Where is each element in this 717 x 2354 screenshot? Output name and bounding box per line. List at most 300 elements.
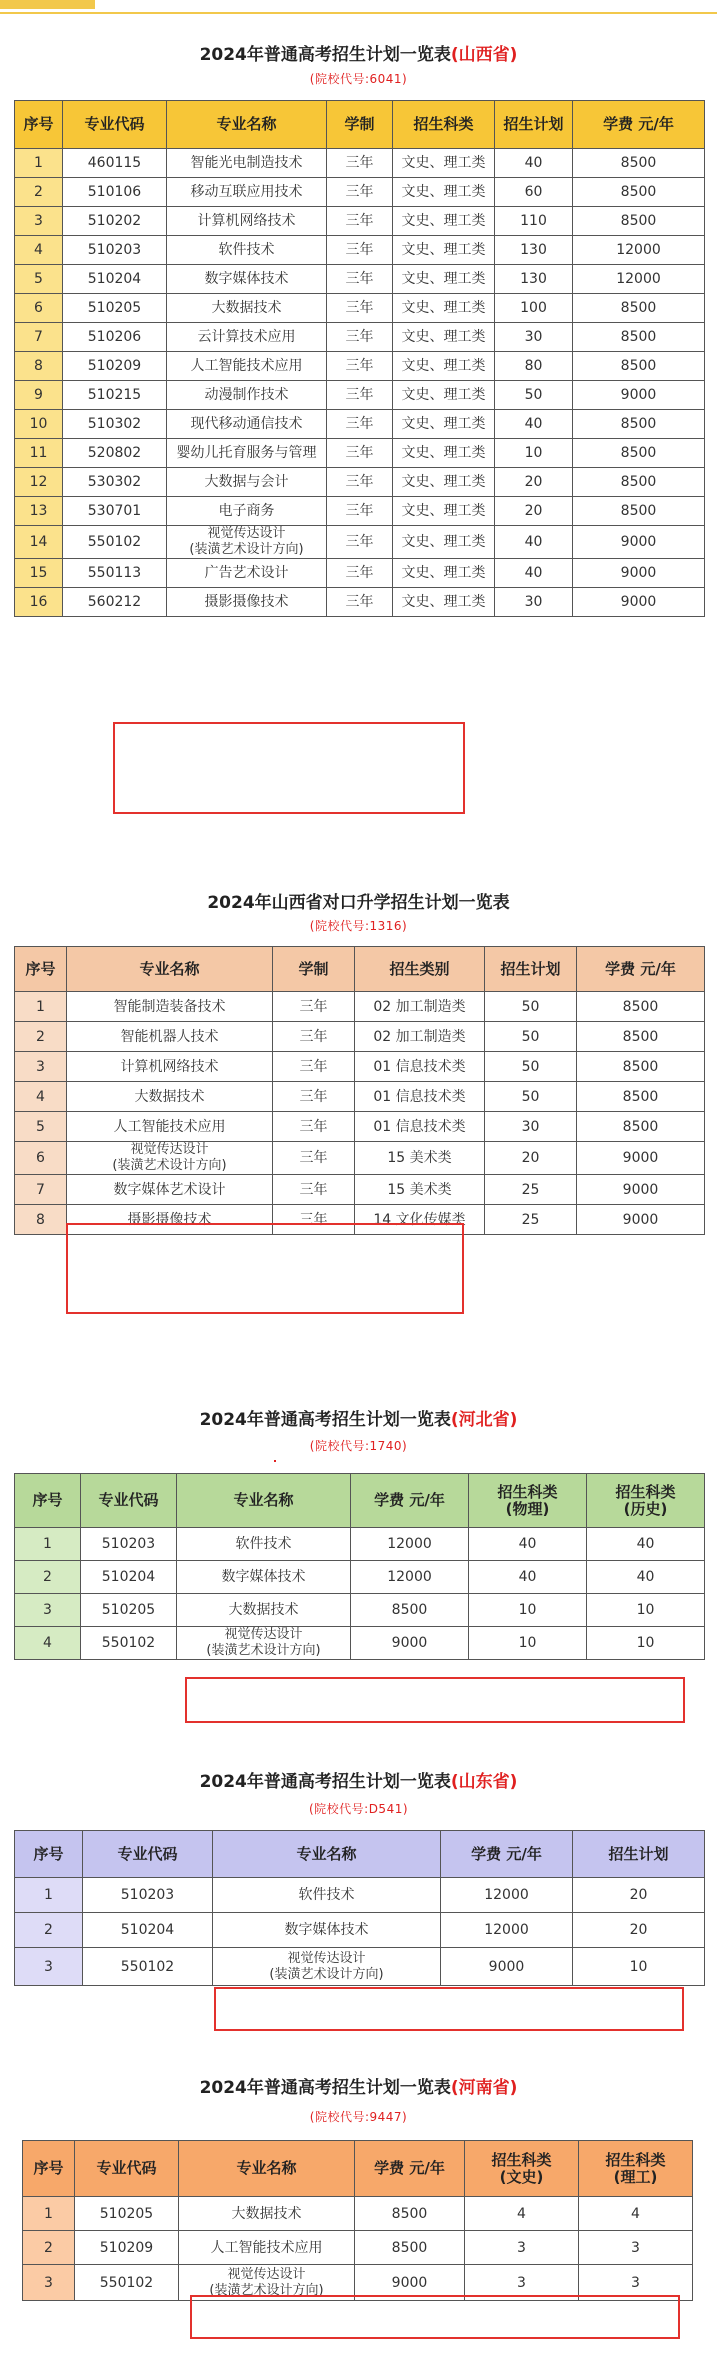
- table-cell: 14 文化传媒类: [355, 1205, 485, 1235]
- column-header: 招生计划: [573, 1831, 705, 1878]
- highlight-box-shanxi-vocational: [66, 1223, 464, 1314]
- highlight-box-shandong: [214, 1987, 684, 2031]
- table-cell: 510203: [63, 236, 167, 265]
- decorative-dot: [274, 1460, 276, 1462]
- highlight-box-hebei: [185, 1677, 685, 1723]
- section-title-shandong: 2024年普通高考招生计划一览表(山东省): [199, 1772, 518, 1792]
- table-cell: 530302: [63, 468, 167, 497]
- row-index-cell: 1: [23, 2197, 75, 2231]
- table-row: [15, 1022, 705, 1052]
- table-cell: 4: [579, 2197, 693, 2231]
- column-header: 招生科类 (理工): [579, 2141, 693, 2197]
- table-row: [15, 207, 705, 236]
- plan-table-henan: [22, 2140, 693, 2301]
- table-cell: 12000: [573, 236, 705, 265]
- table-row: [15, 1594, 705, 1627]
- section-title-shanxi: 2024年普通高考招生计划一览表(山西省): [199, 45, 518, 65]
- row-index-cell: 2: [15, 1561, 81, 1594]
- table-cell: 9000: [441, 1948, 573, 1986]
- table-cell: 8500: [573, 410, 705, 439]
- table-cell: 文史、理工类: [393, 410, 495, 439]
- table-cell: 三年: [327, 323, 393, 352]
- table-cell: 文史、理工类: [393, 526, 495, 559]
- row-index-cell: 6: [15, 294, 63, 323]
- row-index-cell: 8: [15, 352, 63, 381]
- column-header: 专业名称: [177, 1474, 351, 1528]
- table-cell: 510204: [63, 265, 167, 294]
- top-decoration: [0, 0, 717, 14]
- row-index-cell: 12: [15, 468, 63, 497]
- column-header: 学费 元/年: [441, 1831, 573, 1878]
- table-cell: 550102: [81, 1627, 177, 1660]
- table-cell: 三年: [273, 1175, 355, 1205]
- table-cell: 510205: [75, 2197, 179, 2231]
- table-cell: 9000: [577, 1142, 705, 1175]
- table-cell: 3: [465, 2231, 579, 2265]
- table-cell: 三年: [327, 381, 393, 410]
- row-index-cell: 13: [15, 497, 63, 526]
- column-header: 学制: [327, 101, 393, 149]
- table-cell: 02 加工制造类: [355, 992, 485, 1022]
- table-cell: 40: [495, 559, 573, 588]
- table-cell: 50: [485, 992, 577, 1022]
- table-cell: 40: [587, 1561, 705, 1594]
- table-cell: 8500: [573, 439, 705, 468]
- table-cell: 摄影摄像技术: [67, 1205, 273, 1235]
- table-cell: 三年: [273, 1205, 355, 1235]
- column-header: 招生计划: [495, 101, 573, 149]
- table-cell: 人工智能技术应用: [167, 352, 327, 381]
- column-header: 招生类别: [355, 947, 485, 992]
- table-cell: 文史、理工类: [393, 178, 495, 207]
- table-cell: 软件技术: [177, 1528, 351, 1561]
- table-row: [15, 323, 705, 352]
- table-cell: 520802: [63, 439, 167, 468]
- column-header: 专业名称: [213, 1831, 441, 1878]
- row-index-cell: 4: [15, 236, 63, 265]
- table-cell: 510106: [63, 178, 167, 207]
- column-header: 学费 元/年: [355, 2141, 465, 2197]
- section-title-henan: 2024年普通高考招生计划一览表(河南省): [199, 2078, 518, 2098]
- table-cell: 12000: [441, 1913, 573, 1948]
- table-cell: 计算机网络技术: [67, 1052, 273, 1082]
- table-row: [15, 1528, 705, 1561]
- row-index-cell: 1: [15, 1878, 83, 1913]
- table-cell: 8500: [577, 1112, 705, 1142]
- row-index-cell: 14: [15, 526, 63, 559]
- table-cell: 文史、理工类: [393, 265, 495, 294]
- table-cell: 50: [485, 1082, 577, 1112]
- table-cell: 视觉传达设计 (装潢艺术设计方向): [167, 526, 327, 559]
- table-cell: 文史、理工类: [393, 497, 495, 526]
- table-cell: 50: [485, 1052, 577, 1082]
- table-cell: 三年: [327, 207, 393, 236]
- table-cell: 510205: [63, 294, 167, 323]
- table-cell: 婴幼儿托育服务与管理: [167, 439, 327, 468]
- column-header: 学费 元/年: [577, 947, 705, 992]
- table-cell: 8500: [573, 149, 705, 178]
- top-accent-bar: [0, 0, 95, 9]
- column-header: 招生计划: [485, 947, 577, 992]
- row-index-cell: 3: [15, 207, 63, 236]
- table-cell: 10: [495, 439, 573, 468]
- table-cell: 文史、理工类: [393, 588, 495, 617]
- table-row: [15, 439, 705, 468]
- table-cell: 文史、理工类: [393, 294, 495, 323]
- table-cell: 80: [495, 352, 573, 381]
- table-cell: 9000: [577, 1175, 705, 1205]
- section-title-hebei: 2024年普通高考招生计划一览表(河北省): [199, 1410, 518, 1430]
- table-cell: 三年: [327, 559, 393, 588]
- table-cell: 8500: [573, 497, 705, 526]
- table-row: [15, 1175, 705, 1205]
- table-cell: 三年: [327, 468, 393, 497]
- table-cell: 9000: [355, 2265, 465, 2301]
- table-cell: 大数据与会计: [167, 468, 327, 497]
- row-index-cell: 15: [15, 559, 63, 588]
- table-cell: 8500: [355, 2197, 465, 2231]
- top-divider-line: [0, 12, 717, 14]
- table-cell: 数字媒体技术: [177, 1561, 351, 1594]
- column-header: 专业名称: [179, 2141, 355, 2197]
- column-header: 学费 元/年: [351, 1474, 469, 1528]
- table-cell: 三年: [273, 1022, 355, 1052]
- row-index-cell: 3: [15, 1594, 81, 1627]
- table-cell: 3: [579, 2231, 693, 2265]
- table-cell: 动漫制作技术: [167, 381, 327, 410]
- column-header: 专业名称: [167, 101, 327, 149]
- table-row: [15, 1627, 705, 1660]
- table-cell: 4: [465, 2197, 579, 2231]
- table-cell: 大数据技术: [67, 1082, 273, 1112]
- column-header: 专业代码: [83, 1831, 213, 1878]
- table-row: [15, 1913, 705, 1948]
- column-header: 招生科类 (历史): [587, 1474, 705, 1528]
- table-cell: 510203: [81, 1528, 177, 1561]
- table-cell: 视觉传达设计 (装潢艺术设计方向): [177, 1627, 351, 1660]
- table-cell: 移动互联应用技术: [167, 178, 327, 207]
- table-cell: 8500: [573, 323, 705, 352]
- school-code-hebei: (院校代号:1740): [309, 1439, 408, 1453]
- row-index-cell: 3: [15, 1948, 83, 1986]
- column-header: 专业名称: [67, 947, 273, 992]
- table-cell: 8500: [573, 178, 705, 207]
- table-cell: 100: [495, 294, 573, 323]
- table-cell: 人工智能技术应用: [67, 1112, 273, 1142]
- table-cell: 三年: [327, 352, 393, 381]
- header-row: [15, 101, 705, 149]
- table-cell: 110: [495, 207, 573, 236]
- table-cell: 40: [495, 526, 573, 559]
- column-header: 招生科类 (文史): [465, 2141, 579, 2197]
- table-cell: 10: [587, 1627, 705, 1660]
- table-cell: 20: [495, 468, 573, 497]
- table-row: [23, 2197, 693, 2231]
- table-cell: 12000: [351, 1528, 469, 1561]
- column-header: 序号: [15, 1474, 81, 1528]
- table-row: [15, 381, 705, 410]
- column-header: 专业代码: [81, 1474, 177, 1528]
- table-cell: 9000: [573, 559, 705, 588]
- table-cell: 25: [485, 1175, 577, 1205]
- table-cell: 三年: [273, 1052, 355, 1082]
- table-cell: 20: [573, 1878, 705, 1913]
- table-cell: 10: [469, 1594, 587, 1627]
- table-cell: 8500: [573, 294, 705, 323]
- row-index-cell: 2: [15, 1913, 83, 1948]
- table-cell: 8500: [573, 468, 705, 497]
- row-index-cell: 2: [15, 178, 63, 207]
- table-cell: 大数据技术: [167, 294, 327, 323]
- row-index-cell: 1: [15, 992, 67, 1022]
- table-cell: 三年: [327, 497, 393, 526]
- row-index-cell: 16: [15, 588, 63, 617]
- row-index-cell: 1: [15, 1528, 81, 1561]
- column-header: 学制: [273, 947, 355, 992]
- table-cell: 510209: [63, 352, 167, 381]
- table-cell: 软件技术: [167, 236, 327, 265]
- table-cell: 8500: [355, 2231, 465, 2265]
- table-cell: 三年: [327, 439, 393, 468]
- table-cell: 电子商务: [167, 497, 327, 526]
- column-header: 招生科类 (物理): [469, 1474, 587, 1528]
- table-cell: 510202: [63, 207, 167, 236]
- table-cell: 计算机网络技术: [167, 207, 327, 236]
- table-cell: 510204: [81, 1561, 177, 1594]
- table-row: [15, 236, 705, 265]
- table-cell: 人工智能技术应用: [179, 2231, 355, 2265]
- table-cell: 10: [587, 1594, 705, 1627]
- table-row: [15, 294, 705, 323]
- table-row: [15, 559, 705, 588]
- table-row: [15, 1948, 705, 1986]
- table-cell: 8500: [573, 207, 705, 236]
- table-cell: 550102: [75, 2265, 179, 2301]
- school-code-henan: (院校代号:9447): [309, 2110, 408, 2124]
- highlight-box-henan: [190, 2295, 680, 2339]
- row-index-cell: 6: [15, 1142, 67, 1175]
- table-cell: 8500: [577, 1052, 705, 1082]
- table-cell: 510302: [63, 410, 167, 439]
- table-cell: 510204: [83, 1913, 213, 1948]
- row-index-cell: 4: [15, 1627, 81, 1660]
- row-index-cell: 8: [15, 1205, 67, 1235]
- table-cell: 9000: [573, 588, 705, 617]
- table-row: [23, 2265, 693, 2301]
- table-row: [15, 1142, 705, 1175]
- column-header: 专业代码: [75, 2141, 179, 2197]
- table-cell: 三年: [327, 149, 393, 178]
- table-cell: 现代移动通信技术: [167, 410, 327, 439]
- table-cell: 460115: [63, 149, 167, 178]
- table-cell: 文史、理工类: [393, 381, 495, 410]
- column-header: 序号: [15, 101, 63, 149]
- table-cell: 30: [495, 323, 573, 352]
- school-code-shanxi: (院校代号:6041): [309, 72, 408, 86]
- table-row: [15, 149, 705, 178]
- table-cell: 560212: [63, 588, 167, 617]
- table-cell: 智能光电制造技术: [167, 149, 327, 178]
- table-cell: 50: [485, 1022, 577, 1052]
- table-row: [15, 497, 705, 526]
- school-code-shanxi-vocational: (院校代号:1316): [309, 919, 408, 933]
- table-cell: 智能机器人技术: [67, 1022, 273, 1052]
- table-cell: 数字媒体技术: [167, 265, 327, 294]
- header-row: [23, 2141, 693, 2197]
- table-cell: 3: [579, 2265, 693, 2301]
- table-cell: 02 加工制造类: [355, 1022, 485, 1052]
- table-cell: 60: [495, 178, 573, 207]
- table-row: [15, 992, 705, 1022]
- table-cell: 12000: [573, 265, 705, 294]
- table-cell: 三年: [327, 178, 393, 207]
- table-cell: 摄影摄像技术: [167, 588, 327, 617]
- table-row: [23, 2231, 693, 2265]
- row-index-cell: 5: [15, 1112, 67, 1142]
- table-row: [15, 410, 705, 439]
- table-cell: 20: [573, 1913, 705, 1948]
- table-cell: 文史、理工类: [393, 439, 495, 468]
- row-index-cell: 11: [15, 439, 63, 468]
- header-row: [15, 1831, 705, 1878]
- table-cell: 12000: [441, 1878, 573, 1913]
- column-header: 序号: [15, 947, 67, 992]
- table-cell: 40: [469, 1561, 587, 1594]
- row-index-cell: 2: [15, 1022, 67, 1052]
- plan-table-shandong: [14, 1830, 705, 1986]
- table-cell: 视觉传达设计 (装潢艺术设计方向): [67, 1142, 273, 1175]
- column-header: 序号: [23, 2141, 75, 2197]
- table-cell: 三年: [273, 1082, 355, 1112]
- table-cell: 15 美术类: [355, 1142, 485, 1175]
- table-cell: 三年: [273, 1112, 355, 1142]
- table-cell: 01 信息技术类: [355, 1052, 485, 1082]
- table-cell: 20: [495, 497, 573, 526]
- table-cell: 文史、理工类: [393, 207, 495, 236]
- column-header: 学费 元/年: [573, 101, 705, 149]
- table-cell: 云计算技术应用: [167, 323, 327, 352]
- table-row: [15, 588, 705, 617]
- row-index-cell: 3: [23, 2265, 75, 2301]
- plan-table-hebei: [14, 1473, 705, 1660]
- table-cell: 8500: [577, 1022, 705, 1052]
- table-cell: 510203: [83, 1878, 213, 1913]
- table-row: [15, 178, 705, 207]
- row-index-cell: 7: [15, 323, 63, 352]
- table-cell: 25: [485, 1205, 577, 1235]
- row-index-cell: 9: [15, 381, 63, 410]
- table-row: [15, 1052, 705, 1082]
- table-cell: 130: [495, 265, 573, 294]
- table-cell: 01 信息技术类: [355, 1112, 485, 1142]
- table-cell: 510215: [63, 381, 167, 410]
- table-cell: 510206: [63, 323, 167, 352]
- highlight-box-shanxi: [113, 722, 465, 814]
- table-cell: 9000: [573, 526, 705, 559]
- table-cell: 30: [485, 1112, 577, 1142]
- table-cell: 01 信息技术类: [355, 1082, 485, 1112]
- table-cell: 8500: [577, 992, 705, 1022]
- column-header: 招生科类: [393, 101, 495, 149]
- table-cell: 20: [485, 1142, 577, 1175]
- table-row: [15, 265, 705, 294]
- table-cell: 数字媒体艺术设计: [67, 1175, 273, 1205]
- table-row: [15, 1561, 705, 1594]
- table-cell: 三年: [327, 265, 393, 294]
- table-cell: 10: [573, 1948, 705, 1986]
- table-cell: 文史、理工类: [393, 323, 495, 352]
- table-cell: 文史、理工类: [393, 352, 495, 381]
- plan-table-shanxi-vocational: [14, 946, 705, 1235]
- table-cell: 视觉传达设计 (装潢艺术设计方向): [179, 2265, 355, 2301]
- column-header: 专业代码: [63, 101, 167, 149]
- table-cell: 15 美术类: [355, 1175, 485, 1205]
- table-cell: 广告艺术设计: [167, 559, 327, 588]
- table-cell: 三年: [273, 1142, 355, 1175]
- table-cell: 10: [469, 1627, 587, 1660]
- plan-table-shanxi: [14, 100, 705, 617]
- table-cell: 三年: [327, 236, 393, 265]
- row-index-cell: 3: [15, 1052, 67, 1082]
- table-cell: 40: [495, 149, 573, 178]
- table-cell: 8500: [351, 1594, 469, 1627]
- table-cell: 50: [495, 381, 573, 410]
- table-cell: 9000: [573, 381, 705, 410]
- table-row: [15, 526, 705, 559]
- table-cell: 软件技术: [213, 1878, 441, 1913]
- table-cell: 文史、理工类: [393, 468, 495, 497]
- table-row: [15, 1082, 705, 1112]
- header-row: [15, 1474, 705, 1528]
- row-index-cell: 5: [15, 265, 63, 294]
- table-cell: 三年: [327, 294, 393, 323]
- header-row: [15, 947, 705, 992]
- table-cell: 8500: [573, 352, 705, 381]
- table-cell: 550102: [63, 526, 167, 559]
- table-cell: 550113: [63, 559, 167, 588]
- row-index-cell: 2: [23, 2231, 75, 2265]
- table-cell: 大数据技术: [177, 1594, 351, 1627]
- table-cell: 12000: [351, 1561, 469, 1594]
- table-cell: 文史、理工类: [393, 236, 495, 265]
- row-index-cell: 1: [15, 149, 63, 178]
- table-cell: 文史、理工类: [393, 559, 495, 588]
- table-row: [15, 1112, 705, 1142]
- table-cell: 40: [587, 1528, 705, 1561]
- table-cell: 40: [495, 410, 573, 439]
- table-cell: 大数据技术: [179, 2197, 355, 2231]
- table-row: [15, 1878, 705, 1913]
- table-cell: 9000: [351, 1627, 469, 1660]
- table-cell: 三年: [327, 410, 393, 439]
- row-index-cell: 10: [15, 410, 63, 439]
- table-cell: 510205: [81, 1594, 177, 1627]
- table-row: [15, 352, 705, 381]
- table-row: [15, 468, 705, 497]
- table-cell: 三年: [273, 992, 355, 1022]
- table-cell: 三年: [327, 588, 393, 617]
- school-code-shandong: (院校代号:D541): [308, 1802, 409, 1816]
- row-index-cell: 4: [15, 1082, 67, 1112]
- table-cell: 数字媒体技术: [213, 1913, 441, 1948]
- table-cell: 530701: [63, 497, 167, 526]
- column-header: 序号: [15, 1831, 83, 1878]
- table-cell: 130: [495, 236, 573, 265]
- table-cell: 30: [495, 588, 573, 617]
- table-cell: 8500: [577, 1082, 705, 1112]
- table-cell: 三年: [327, 526, 393, 559]
- table-cell: 40: [469, 1528, 587, 1561]
